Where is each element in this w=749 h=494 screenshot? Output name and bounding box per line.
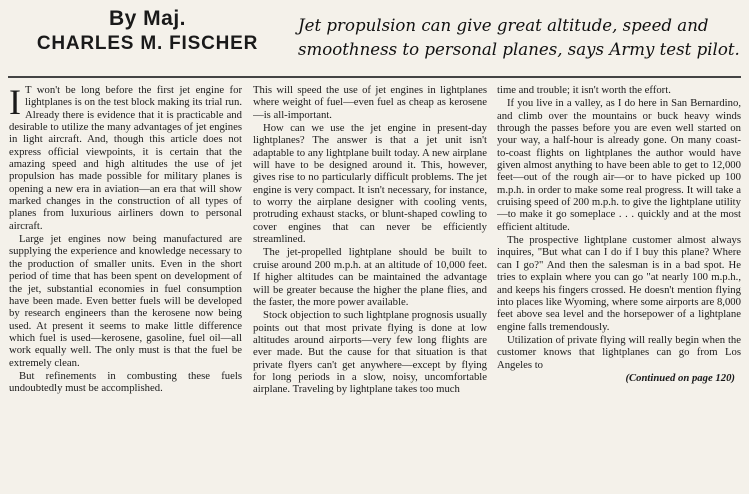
author-name: CHARLES M. FISCHER [36, 33, 259, 54]
paragraph: How can we use the jet engine in present-day lightplanes? The answer is that a jet unit isn't adaptable to any lightplane built today. A new airplane will have to be designed around it. This, however, gives rise to no particularly difficult problems. The jet engine is very compact. It isn't necessary, for instance, to worry the airplane designer with cooling vents, protruding exhaust stacks, or blunt-shaped cowling to cover engines that can never be efficiently streamlined. [253, 122, 487, 246]
byline-prefix: By Maj. [108, 7, 187, 30]
paragraph-text: T won't be long before the first jet engine for lightplanes is on the test block making its trial run. Already there is evidence that it is practicable and desirable to utilize the many advantages of jet engines in light aircraft. And, though this article does not express official viewpoints, it is certain that the amazing speed and high altitudes the use of jet propulsion has made possible for military planes is opening a new era in aviation—an era that will show marked changes in the construction of all types of planes from luxurious airliners down to personal aircraft. [9, 84, 242, 232]
paragraph: The prospective lightplane customer almost always inquires, "But what can I do if I buy this plane? Where can I go?" And then the salesman is in a bad spot. He tries to explain where you can go "at nearly 100 m.p.h., and keeps his fingers crossed. He doesn't mention flying into places like Wyoming, where some airports are 8,000 feet above sea level and the horsepower of a lightplane engine falls tremendously. [497, 234, 741, 333]
paragraph [9, 84, 242, 232]
article-deck: Jet propulsion can give great altitude, speed and smoothness to personal planes, says Army test pilot. [298, 16, 740, 59]
paragraph: Stock objection to such lightplane prognosis usually points out that most private flying is done at low altitudes around airports—very few long flights are ever made. But the cause for that situation is that private flyers can't get anywhere—except by flying for long periods in a slow, noisy, uncomfortable airplane. Traveling by lightplane takes too much [253, 309, 487, 396]
column-3 [497, 84, 741, 492]
column-1 [9, 84, 242, 492]
paragraph: time and trouble; it isn't worth the effort. [497, 84, 671, 96]
paragraph: If you live in a valley, as I do here in San Bernardino, and climb over the mountains or buck heavy winds through the passes before you are even well started on your way, a half-hour is already gone. On many coast-to-coast flights on lightplanes the author would have given almost anything to have been able to get to 12,000 feet—out of the rough air—or to have picked up 100 m.p.h. in order to make some real progress. It will take a cruising speed of 200 m.p.h. to give the lightplane utility—to make it go someplace . . . quickly and at the most efficient altitude. [497, 97, 741, 233]
byline [10, 6, 285, 56]
paragraph: But refinements in combusting these fuels undoubtedly must be accomplished. [9, 369, 242, 395]
continued-link[interactable]: (Continued on page 120) [625, 371, 735, 384]
paragraph: Large jet engines now being manufactured are supplying the experience and knowledge necessary to the production of smaller units. Even in the short period of time that has been spent on development of the jet, substantial economies in fuel consumption have been made. Even better fuels will be developed by research engineers than the kerosene now being used. At present it seems to make little difference which fuel is used—kerosene, gasoline, fuel oil—all work equally well. The only must is that the fuel be extremely clean. [9, 233, 242, 369]
header-rule [8, 76, 741, 78]
paragraph: Utilization of private flying will really begin when the customer knows that lightplanes can go from Los Angeles to [497, 333, 741, 371]
paragraph: The jet-propelled lightplane should be built to cruise around 200 m.p.h. at an altitude of 10,000 feet. If higher altitudes can be maintained the advantage will be greater because the higher the plane flies, and the faster, the more power available. [253, 246, 487, 308]
drop-cap: I [9, 84, 21, 122]
paragraph: This will speed the use of jet engines in lightplanes where weight of fuel—even fuel as cheap as kerosene—is all-important. [253, 84, 487, 121]
column-2 [253, 84, 487, 492]
